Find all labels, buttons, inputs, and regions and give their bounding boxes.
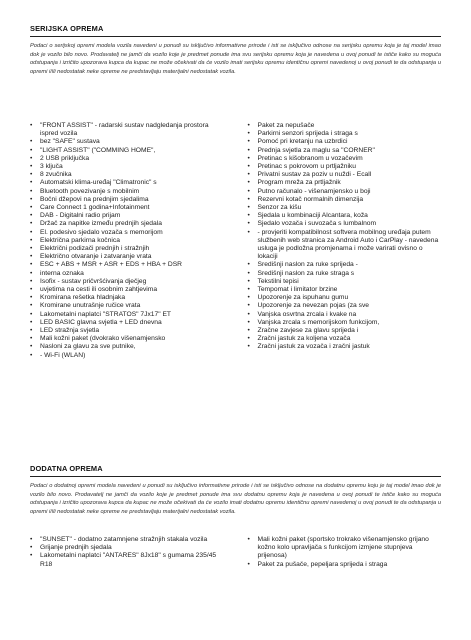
- equipment-list-item: [248, 278, 442, 286]
- section-divider: [30, 476, 441, 477]
- equipment-list-item: [248, 319, 442, 327]
- equipment-list-item: [30, 237, 224, 245]
- bullet-icon: •: [30, 187, 33, 195]
- equipment-item-text: Električno otvaranje i zatvaranje vrata: [40, 253, 152, 261]
- equipment-item-text: Paket za nepušače: [257, 122, 315, 129]
- bullet-icon: •: [30, 236, 33, 244]
- equipment-list-item: [30, 245, 224, 253]
- bullet-icon: •: [247, 536, 250, 543]
- equipment-item-text: Zračne zavjese za glavu sprijeda i: [257, 327, 359, 335]
- equipment-item-text: Prednja svjetla za maglu sa "CORNER": [257, 146, 375, 154]
- bullet-icon: •: [30, 343, 33, 351]
- optional-right-column: [248, 536, 442, 569]
- equipment-list-item: [248, 204, 442, 212]
- equipment-list-item: [30, 335, 224, 343]
- equipment-list-item: [30, 302, 224, 310]
- equipment-item-text: Bluetooth povezivanje s mobilnim: [40, 187, 140, 195]
- equipment-list-item: [30, 196, 224, 204]
- equipment-item-text: 2 USB priključka: [40, 154, 90, 162]
- equipment-item-text: El. podesivo sjedalo vozača s memorijom: [40, 228, 163, 236]
- bullet-icon: •: [30, 286, 33, 294]
- bullet-icon: •: [30, 261, 33, 269]
- bullet-icon: •: [30, 544, 33, 552]
- bullet-icon: •: [30, 302, 33, 310]
- bullet-icon: •: [247, 327, 250, 335]
- equipment-item-text: 8 zvučnika: [40, 171, 72, 179]
- serial-left-column: [30, 122, 224, 360]
- equipment-list-item: [248, 147, 442, 155]
- bullet-icon: •: [30, 536, 33, 543]
- bullet-icon: •: [247, 228, 250, 236]
- equipment-item-text: ESC + ABS + MSR + ASR + EDS + HBA + DSR: [40, 261, 182, 269]
- equipment-list-item: [248, 155, 442, 163]
- equipment-list-item: [30, 212, 224, 220]
- bullet-icon: •: [30, 335, 33, 343]
- optional-equipment-title: DODATNA OPREMA: [30, 464, 103, 473]
- equipment-item-text: Držač za napitke između prednjih sjedala: [40, 220, 162, 228]
- equipment-list-item: [248, 179, 442, 187]
- optional-equipment-columns: [30, 536, 441, 569]
- bullet-icon: •: [247, 269, 250, 277]
- equipment-list-item: [248, 286, 442, 294]
- equipment-list-item: [248, 327, 442, 335]
- equipment-list-item: [30, 352, 224, 360]
- bullet-icon: •: [247, 163, 250, 171]
- bullet-icon: •: [30, 294, 33, 302]
- serial-left-list: [30, 122, 224, 360]
- bullet-icon: •: [30, 269, 33, 277]
- equipment-item-text: Električna parkirna kočnica: [40, 236, 120, 244]
- equipment-list-item: [30, 163, 224, 171]
- equipment-list-item: [30, 171, 224, 179]
- bullet-icon: •: [247, 310, 250, 318]
- bullet-icon: •: [30, 204, 33, 212]
- serial-right-column: [248, 122, 442, 360]
- serial-equipment-title: SERIJSKA OPREMA: [30, 24, 104, 33]
- bullet-icon: •: [247, 212, 250, 220]
- bullet-icon: •: [30, 138, 33, 146]
- bullet-icon: •: [30, 253, 33, 261]
- bullet-icon: •: [247, 261, 250, 269]
- equipment-list-item: [30, 343, 224, 351]
- equipment-item-text: 3 ključa: [40, 163, 63, 171]
- equipment-item-text: Nasloni za glavu za sve putnike,: [40, 343, 136, 351]
- equipment-list-item: [30, 536, 224, 544]
- optional-equipment-section: [30, 464, 441, 516]
- equipment-list-item: [30, 147, 224, 155]
- equipment-list-item: [30, 552, 224, 568]
- equipment-list-item: [248, 311, 442, 319]
- equipment-list-item: [248, 196, 442, 204]
- equipment-list-item: [248, 561, 442, 569]
- equipment-list-item: [30, 278, 224, 286]
- equipment-item-text: bez "SAFE" sustava: [40, 138, 100, 146]
- bullet-icon: •: [247, 286, 250, 294]
- equipment-item-text: Paket za pušače, pepeljara sprijeda i straga: [257, 560, 388, 568]
- serial-equipment-section: [30, 24, 441, 76]
- equipment-list-item: [30, 319, 224, 327]
- equipment-list-item: [30, 138, 224, 146]
- bullet-icon: •: [30, 552, 33, 560]
- equipment-list-item: [248, 163, 442, 171]
- bullet-icon: •: [247, 179, 250, 187]
- bullet-icon: •: [247, 294, 250, 302]
- equipment-item-text: Kromirana rešetka hladnjaka: [40, 294, 126, 302]
- bullet-icon: •: [30, 122, 33, 129]
- equipment-item-text: Care Connect 1 godina+Infotainment: [40, 204, 150, 212]
- section-divider: [30, 36, 441, 37]
- equipment-item-text: Putno računalo - višenamjensko u boji: [257, 187, 371, 195]
- equipment-item-text: Sjedalo vozača i suvozača s lumbalnom: [257, 220, 377, 228]
- equipment-item-text: Parkirni senzori sprijeda i straga s: [257, 130, 358, 138]
- equipment-list-item: [248, 270, 442, 278]
- bullet-icon: •: [30, 310, 33, 318]
- equipment-list-item: [248, 302, 442, 310]
- serial-right-list: [248, 122, 442, 352]
- equipment-list-item: [30, 294, 224, 302]
- bullet-icon: •: [247, 122, 250, 129]
- equipment-list-item: [248, 122, 442, 130]
- equipment-list-item: [30, 261, 224, 269]
- equipment-item-text: Bočni džepovi na prednjim sjedalima: [40, 195, 149, 203]
- equipment-item-text: Program mreža za prtljažnik: [257, 179, 341, 187]
- equipment-list-item: [30, 286, 224, 294]
- equipment-item-text: "SUNSET" - dodatno zatamnjene stražnjih stakala vozila: [40, 536, 208, 543]
- equipment-list-item: [30, 204, 224, 212]
- optional-equipment-notice: Podaci o dodatnoj opremi modela navedeni u ponudi su isključivo informativne prirode i isti se isključivo odnose na dodatnu opremu koju je taj model imao dok je vozilo bilo novo. Prodavatelj ne jamči da vozilo koje je predmet ponude ima svu dodatnu opremu koja je navedena u ovoj ponudi te ističe kako su moguća odstupanja i izričito upozorava kupca da kupac ne može očekivati da će vozilo imati dodatnu opremu identičnu opremi navedenoj u ovoj ponudi te da odstupanja u opremi i/ili nedostatak neke opreme ne predstavljaju materijalni nedostatak vozila.: [30, 483, 441, 515]
- equipment-list-item: [248, 294, 442, 302]
- serial-equipment-notice: Podaci o serijskoj opremi modela vozila navedeni u ponudi su isključivo informativne prirode i isti se isključivo odnose na serijsku opremu koja je taj model imao dok je vozilo bilo novo. Prodavatelj ne jamči da vozilo koje je predmet ponude ima svu serijsku opremu koja je navedena u ovoj ponudi te ističe kako su moguća odstupanja i izričito upozorava kupca da kupac ne može očekivati da će vozilo imati serijsku opremu identičnu opremi navedenoj u ovoj ponudi te da odstupanja u opremi i/ili nedostatak neke opreme ne predstavljaju materijalni nedostatak vozila.: [30, 43, 441, 75]
- bullet-icon: •: [247, 302, 250, 310]
- equipment-item-text: - provjeriti kompatibilnost softvera mobilnog uređaja putem službenih web stranica za Android Auto i CarPlay - navedena usluga je podložna promjenama i može varirati ovisno o lokaciji: [257, 228, 439, 261]
- equipment-list-item: [30, 270, 224, 278]
- equipment-item-text: DAB - Digitalni radio prijam: [40, 212, 121, 220]
- equipment-list-item: [248, 171, 442, 179]
- equipment-item-text: Vanjska osvrtna zrcala i kvake na: [257, 310, 357, 318]
- equipment-item-text: Pretinac s pokrovom u prtljažniku: [257, 163, 356, 171]
- bullet-icon: •: [30, 163, 33, 171]
- bullet-icon: •: [247, 130, 250, 138]
- equipment-item-text: Mali kožni paket (dvokrako višenamjensko: [40, 335, 166, 343]
- equipment-item-text: Isofix - sustav pričvršćivanja dječjeg: [40, 277, 147, 285]
- equipment-item-text: Zračni jastuk za koljena vozača: [257, 335, 351, 343]
- optional-right-list: [248, 536, 442, 569]
- equipment-item-text: Senzor za kišu: [257, 204, 302, 212]
- equipment-list-item: [248, 138, 442, 146]
- equipment-list-item: [248, 261, 442, 269]
- equipment-list-item: [30, 220, 224, 228]
- equipment-item-text: uvjetima na cesti ili osobnim zahtjevima: [40, 286, 158, 294]
- equipment-item-text: Tekstilni tepisi: [257, 277, 299, 285]
- equipment-item-text: Upozorenje za nevezan pojas (za sve: [257, 302, 370, 310]
- equipment-list-item: [248, 130, 442, 138]
- equipment-list-item: [30, 179, 224, 187]
- bullet-icon: •: [30, 146, 33, 154]
- equipment-item-text: Središnji naslon za ruke straga s: [257, 269, 355, 277]
- equipment-item-text: interna oznaka: [40, 269, 84, 277]
- bullet-icon: •: [247, 171, 250, 179]
- optional-left-column: [30, 536, 224, 569]
- bullet-icon: •: [247, 335, 250, 343]
- equipment-list-item: [30, 229, 224, 237]
- serial-equipment-columns: [30, 122, 441, 360]
- equipment-list-item: [30, 327, 224, 335]
- bullet-icon: •: [30, 228, 33, 236]
- equipment-item-text: Upozorenje za ispuhanu gumu: [257, 294, 349, 302]
- equipment-list-item: [248, 343, 442, 351]
- equipment-list-item: [30, 155, 224, 163]
- equipment-item-text: Rezervni kotač normalnih dimenzija: [257, 195, 364, 203]
- equipment-item-text: "LIGHT ASSIST" ("COMMING HOME",: [40, 146, 156, 154]
- equipment-item-text: Zračni jastuk za vozača i zračni jastuk: [257, 343, 370, 351]
- equipment-list-item: [30, 122, 224, 138]
- bullet-icon: •: [30, 277, 33, 285]
- bullet-icon: •: [247, 146, 250, 154]
- bullet-icon: •: [247, 138, 250, 146]
- equipment-item-text: Kromirane unutrašnje ručice vrata: [40, 302, 141, 310]
- equipment-list-item: [30, 311, 224, 319]
- bullet-icon: •: [247, 187, 250, 195]
- bullet-icon: •: [30, 327, 33, 335]
- equipment-list-item: [30, 253, 224, 261]
- bullet-icon: •: [247, 560, 250, 568]
- bullet-icon: •: [247, 154, 250, 162]
- equipment-item-text: Električni podizači prednjih i stražnjih: [40, 245, 150, 253]
- equipment-item-text: Lakometalni naplatci "STRATOS" 7Jx17" ET: [40, 310, 172, 318]
- equipment-item-text: - Wi-Fi (WLAN): [40, 351, 86, 359]
- equipment-list-item: [30, 544, 224, 552]
- bullet-icon: •: [247, 277, 250, 285]
- equipment-item-text: Vanjska zrcala s memorijskom funkcijom,: [257, 318, 380, 326]
- bullet-icon: •: [30, 195, 33, 203]
- bullet-icon: •: [247, 343, 250, 351]
- equipment-item-text: LED stražnja svjetla: [40, 327, 100, 335]
- bullet-icon: •: [30, 171, 33, 179]
- optional-left-list: [30, 536, 224, 569]
- equipment-item-text: Mali kožni paket (sportsko trokrako višenamjensko grijano kožno kolo upravljača s funkcijom izmjene stupnjeva prijenosa): [257, 536, 429, 560]
- equipment-list-item: [248, 220, 442, 228]
- equipment-item-text: Automatski klima-uređaj "Climatronic" s: [40, 179, 157, 187]
- equipment-item-text: Privatni sustav za poziv u nuždi - Ecall: [257, 171, 372, 179]
- equipment-list-item: [248, 536, 442, 561]
- bullet-icon: •: [247, 318, 250, 326]
- bullet-icon: •: [30, 154, 33, 162]
- bullet-icon: •: [247, 204, 250, 212]
- equipment-item-text: Sjedala u kombinaciji Alcantara, koža: [257, 212, 368, 220]
- bullet-icon: •: [247, 220, 250, 228]
- equipment-item-text: Pomoć pri kretanju na uzbrdici: [257, 138, 348, 146]
- bullet-icon: •: [30, 220, 33, 228]
- equipment-list-item: [30, 188, 224, 196]
- equipment-item-text: Tempomat i limitator brzine: [257, 286, 338, 294]
- equipment-item-text: Pretinac s kišobranom u vozačevim: [257, 154, 363, 162]
- equipment-item-text: Središnji naslon za ruke sprijeda -: [257, 261, 358, 269]
- equipment-item-text: LED BASIC glavna svjetla + LED dnevna: [40, 318, 162, 326]
- bullet-icon: •: [30, 318, 33, 326]
- equipment-list-item: [248, 335, 442, 343]
- bullet-icon: •: [30, 212, 33, 220]
- equipment-list-item: [248, 229, 442, 262]
- equipment-list-item: [248, 188, 442, 196]
- bullet-icon: •: [247, 195, 250, 203]
- equipment-item-text: Grijanje prednjih sjedala: [40, 544, 112, 552]
- bullet-icon: •: [30, 245, 33, 253]
- equipment-item-text: Lakometalni naplatci "ANTARES" 8Jx18" s gumama 235/45 R18: [40, 552, 217, 568]
- equipment-list-item: [248, 212, 442, 220]
- bullet-icon: •: [30, 351, 33, 359]
- bullet-icon: •: [30, 179, 33, 187]
- equipment-item-text: "FRONT ASSIST" - radarski sustav nadgledanja prostora ispred vozila: [40, 122, 209, 138]
